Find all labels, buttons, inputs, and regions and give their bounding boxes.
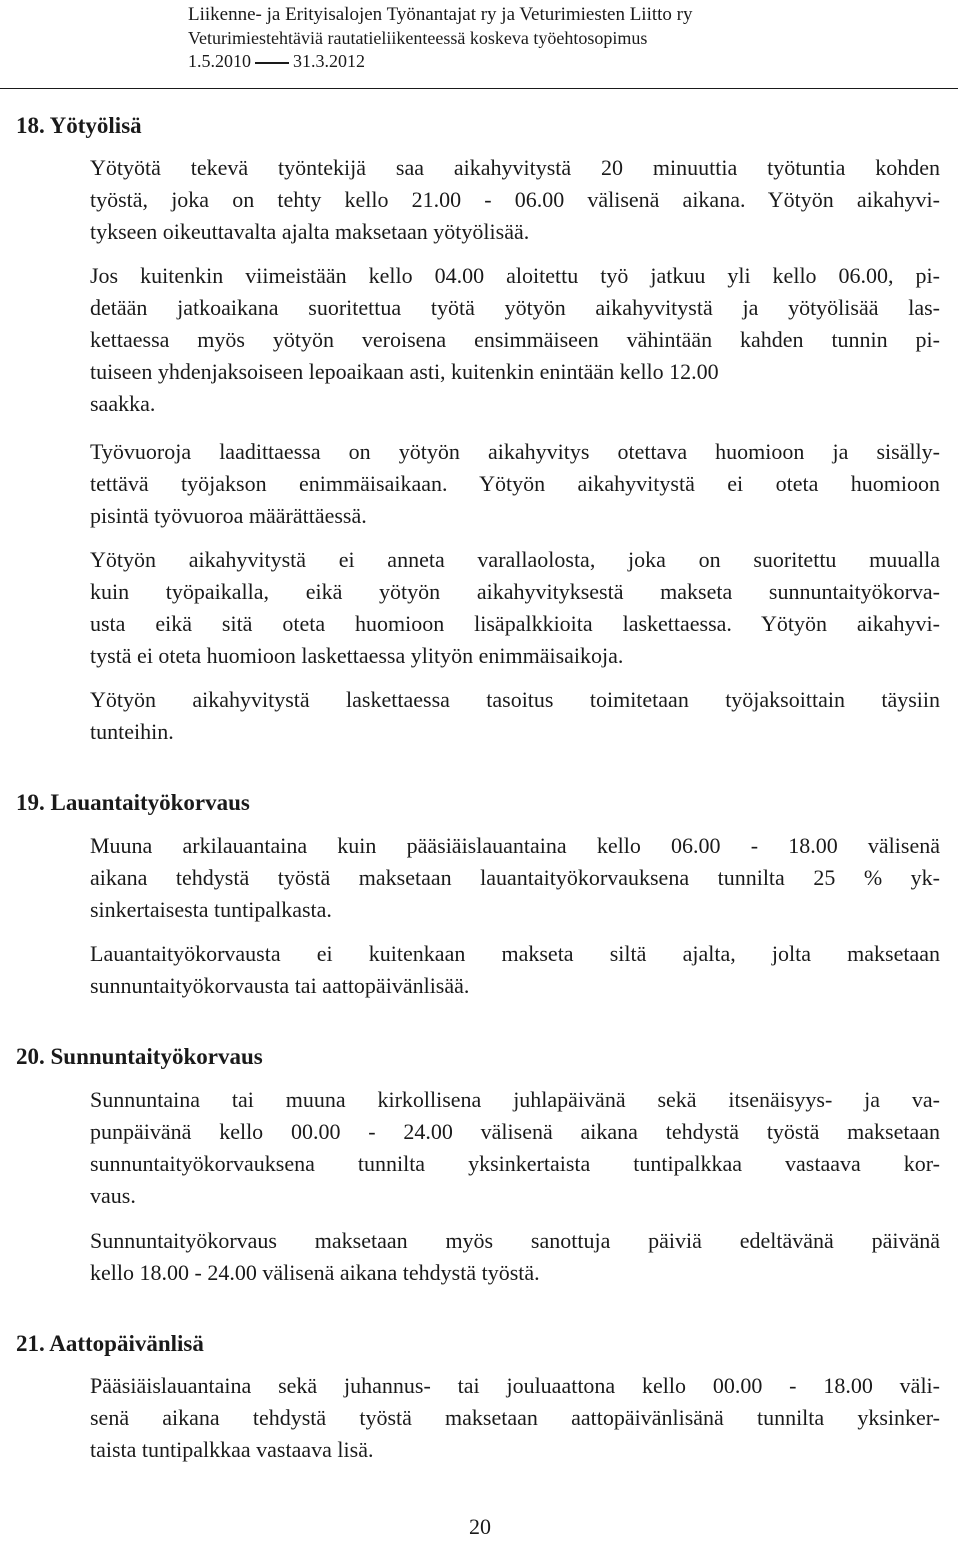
text-line: Yötyön aikahyvitystä ei anneta varallaolosta, joka on suoritettu muualla	[90, 547, 940, 572]
page-number: 20	[469, 1514, 491, 1539]
section-21-heading: 21. Aattopäivänlisä	[16, 1331, 204, 1356]
text-line: vaus.	[90, 1183, 136, 1208]
section-18-paragraph-4	[90, 544, 940, 672]
text-line: kuin työpaikalla, eikä yötyön aikahyvityksestä makseta sunnuntaityökorva-	[90, 579, 940, 604]
text-line: Muuna arkilauantaina kuin pääsiäislauantaina kello 06.00 - 18.00 välisenä	[90, 833, 940, 858]
text-line: tuiseen yhdenjaksoiseen lepoaikaan asti, kuitenkin enintään kello 12.00	[90, 359, 719, 384]
header-date-start: 1.5.2010	[188, 51, 251, 71]
text-line: tystä ei oteta huomioon laskettaessa ylityön enimmäisaikoja.	[90, 643, 624, 668]
text-line: Yötyön aikahyvitystä laskettaessa tasoitus toimitetaan työjaksoittain täysiin	[90, 687, 940, 712]
text-line: senä aikana tehdystä työstä maksetaan aattopäivänlisänä tunnilta yksinker-	[90, 1405, 940, 1430]
text-line: aikana tehdystä työstä maksetaan lauantaityökorvauksena tunnilta 25 % yk-	[90, 865, 940, 890]
text-line: Sunnuntaityökorvaus maksetaan myös sanottuja päiviä edeltävänä päivänä	[90, 1228, 940, 1253]
text-line: punpäivänä kello 00.00 - 24.00 välisenä aikana tehdystä työstä maksetaan	[90, 1119, 940, 1144]
text-line: Lauantaityökorvausta ei kuitenkaan makseta siltä ajalta, jolta maksetaan	[90, 941, 940, 966]
section-20-paragraph-1	[90, 1084, 940, 1212]
header-rule	[0, 88, 958, 89]
header-date-end: 31.3.2012	[293, 51, 365, 71]
section-18-heading: 18. Yötyölisä	[16, 113, 142, 138]
header-parties: Liikenne- ja Erityisalojen Työnantajat ry ja Veturimiesten Liitto ry	[188, 4, 693, 25]
section-20-heading: 20. Sunnuntaityökorvaus	[16, 1044, 263, 1069]
section-19-heading: 19. Lauantaityökorvaus	[16, 790, 250, 815]
text-line: Pääsiäislauantaina sekä juhannus- tai jouluaattona kello 00.00 - 18.00 väli-	[90, 1373, 940, 1398]
text-line: detään jatkoaikana suoritettua työtä yötyön aikahyvitystä ja yötyölisää las-	[90, 295, 940, 320]
section-18-paragraph-2	[90, 260, 940, 420]
text-line: työstä, joka on tehty kello 21.00 - 06.00 välisenä aikana. Yötyön aikahyvi-	[90, 187, 940, 212]
text-line: tunteihin.	[90, 719, 174, 744]
text-line: taista tuntipalkkaa vastaava lisä.	[90, 1437, 374, 1462]
text-line: kello 18.00 - 24.00 välisenä aikana tehdystä työstä.	[90, 1260, 540, 1285]
section-20-paragraph-2	[90, 1225, 940, 1289]
running-header	[0, 4, 960, 90]
text-line: Sunnuntaina tai muuna kirkollisena juhlapäivänä sekä itsenäisyys- ja va-	[90, 1087, 940, 1112]
text-line: kettaessa myös yötyön veroisena ensimmäiseen vähintään kahden tunnin pi-	[90, 327, 940, 352]
text-line: saakka.	[90, 391, 156, 416]
text-line: tykseen oikeuttavalta ajalta maksetaan yötyölisää.	[90, 219, 530, 244]
dash-separator	[255, 62, 289, 64]
text-line: Jos kuitenkin viimeistään kello 04.00 aloitettu työ jatkuu yli kello 06.00, pi-	[90, 263, 940, 288]
section-21-paragraph-1	[90, 1370, 940, 1466]
text-line: Työvuoroja laadittaessa on yötyön aikahyvitys otettava huomioon ja sisälly-	[90, 439, 940, 464]
section-18-paragraph-3	[90, 436, 940, 532]
section-18-paragraph-1	[90, 152, 940, 248]
section-18-paragraph-5	[90, 684, 940, 748]
section-19-paragraph-2	[90, 938, 940, 1002]
text-line: Yötyötä tekevä työntekijä saa aikahyvitystä 20 minuuttia työtuntia kohden	[90, 155, 940, 180]
text-line: pisintä työvuoroa määrättäessä.	[90, 503, 367, 528]
header-validity-period	[188, 50, 365, 72]
section-19-paragraph-1	[90, 830, 940, 926]
text-line: sunnuntaityökorvausta tai aattopäivänlisää.	[90, 973, 470, 998]
text-line: sinkertaisesta tuntipalkasta.	[90, 897, 332, 922]
text-line: sunnuntaityökorvauksena tunnilta yksinkertaista tuntipalkkaa vastaava kor-	[90, 1151, 940, 1176]
text-line: tettävä työjakson enimmäisaikaan. Yötyön aikahyvitystä ei oteta huomioon	[90, 471, 940, 496]
header-agreement-title: Veturimiestehtäviä rautatieliikenteessä koskeva työehtosopimus	[188, 28, 648, 48]
text-line: usta eikä sitä oteta huomioon lisäpalkkioita laskettaessa. Yötyön aikahyvi-	[90, 611, 940, 636]
